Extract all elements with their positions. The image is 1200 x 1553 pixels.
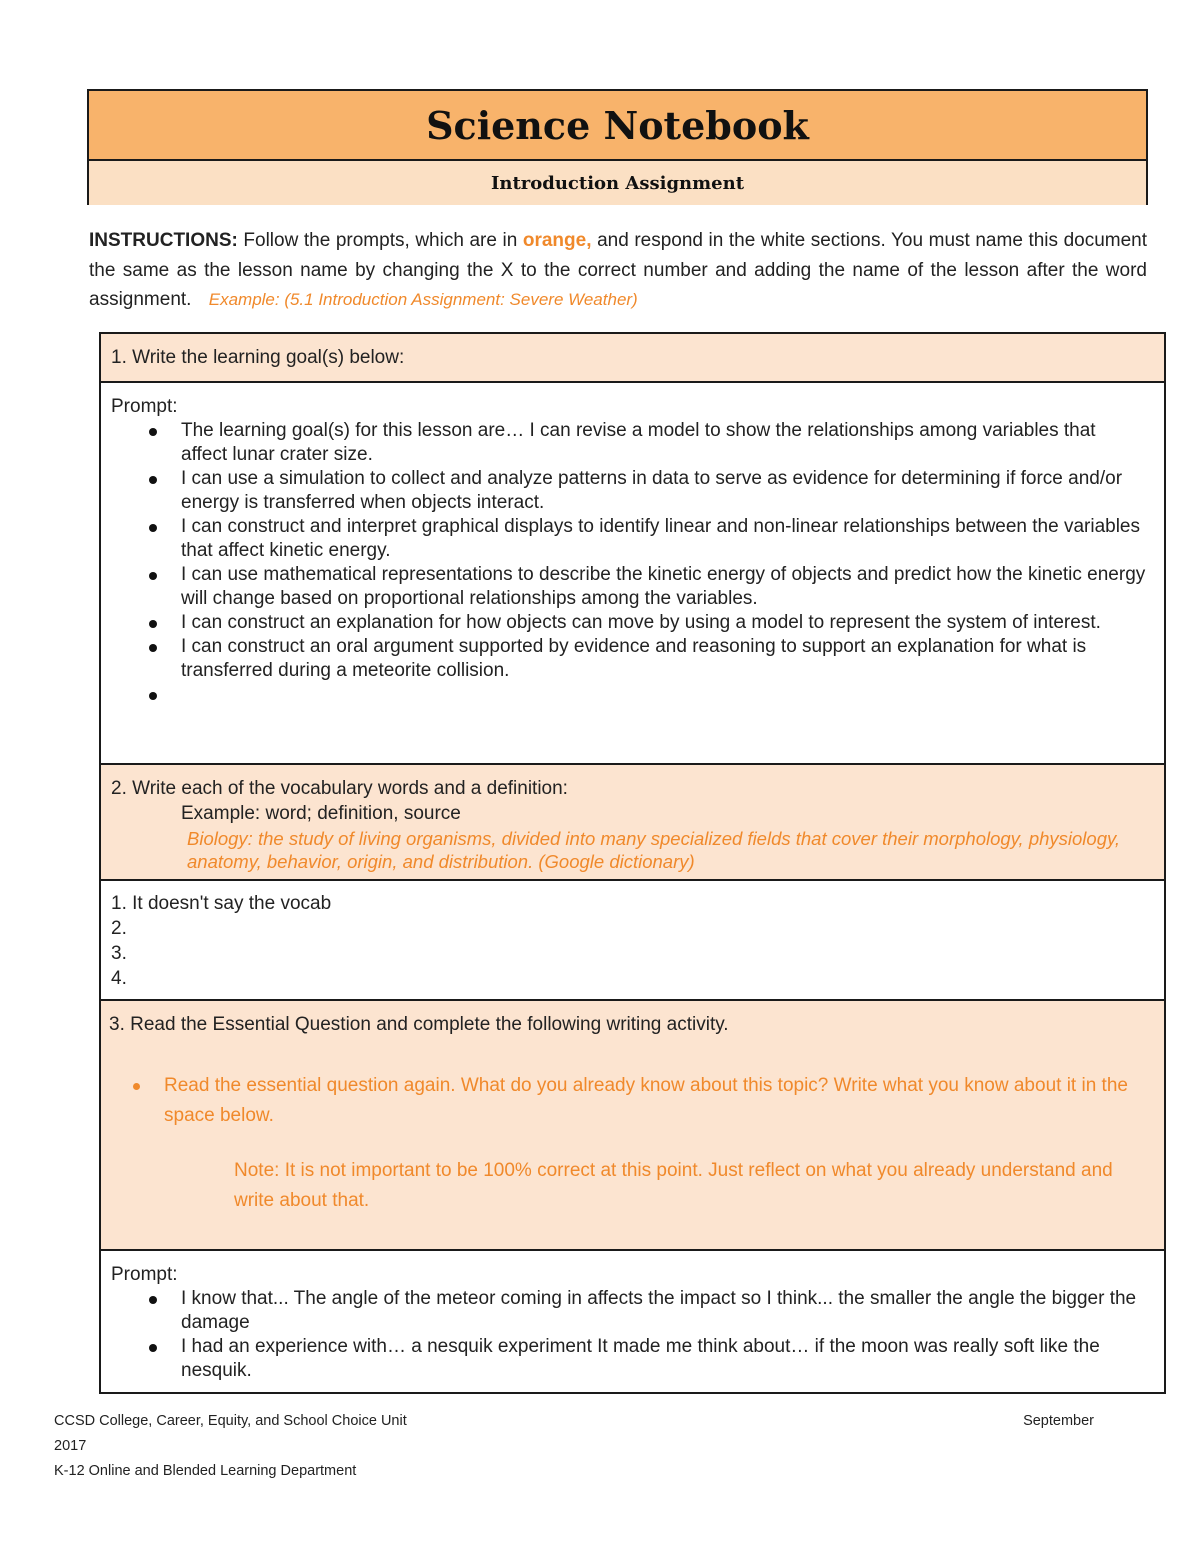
vocab-item: 1. It doesn't say the vocab [111,893,332,914]
section3-answer-row[interactable] [101,1249,1164,1392]
section1-heading: 1. Write the learning goal(s) below: [111,347,405,368]
list-item: I can use mathematical representations to describe the kinetic energy of objects and predict how the kinetic energy will change based on proportional relationships among the variables. [111,563,1146,611]
section2-example-text: Biology: the study of living organisms, divided into many specialized fields that cover their morphology, physiology, anatomy, behavior, origin, and distribution. (Google dictionary) [187,828,1121,872]
footer-unit: CCSD College, Career, Equity, and School Choice Unit [54,1413,407,1429]
section1-prompt-label: Prompt: [111,396,178,417]
header-box [87,89,1148,205]
vocab-list [111,891,1146,991]
instructions-text-after: and respond in the white sections. You must name this document the same as the lesson name by changing the X to the correct number and adding the name of the lesson after the word assignment. [89,230,1148,310]
footer-month: September [1023,1413,1094,1429]
vocab-item: 4. [111,968,127,989]
page-title: Science Notebook [89,91,1146,161]
list-item: I can construct an oral argument supported by evidence and reasoning to support an explanation for what is transferred during a meteorite collision. [111,635,1146,683]
list-item: I can construct an explanation for how objects can move by using a model to represent the system of interest. [111,611,1146,635]
page-subtitle: Introduction Assignment [89,161,1146,205]
section2-answer-row[interactable] [101,879,1164,999]
bullet-icon [149,428,157,436]
instructions-text-before: Follow the prompts, which are in [243,230,518,251]
section3-heading: 3. Read the Essential Question and complete the following writing activity. [109,1014,729,1035]
instructions-orange-word: orange, [522,230,592,251]
bullet-icon [149,1344,157,1352]
section1-heading-row [101,334,1164,381]
footer-year: 2017 [54,1438,87,1454]
bullet-icon [149,644,157,652]
bullet-icon [149,476,157,484]
notebook-table [99,332,1166,1394]
bullet-icon [149,692,157,700]
bullet-icon [149,620,157,628]
bullet-icon [149,1296,157,1304]
section3-note: Note: It is not important to be 100% correct at this point. Just reflect on what you already understand and write about that. [234,1160,1113,1211]
section1-answer-row[interactable] [101,381,1164,763]
list-item-empty[interactable] [111,683,1146,707]
list-item: I had an experience with… a nesquik experiment It made me think about… if the moon was really soft like the nesquik. [111,1335,1146,1383]
section3-heading-row [101,999,1164,1249]
bullet-icon [133,1083,140,1090]
vocab-item: 2. [111,918,127,939]
footer-department: K-12 Online and Blended Learning Department [54,1463,357,1479]
instructions-label: INSTRUCTIONS: [89,230,238,251]
list-item: I can construct and interpret graphical displays to identify linear and non-linear relationships between the variables that affect kinetic energy. [111,515,1146,563]
section3-prompt-label: Prompt: [111,1264,178,1285]
section2-heading-row [101,763,1164,879]
list-item: The learning goal(s) for this lesson are… I can revise a model to show the relationships among variables that affect lunar crater size. [111,419,1146,467]
section2-heading: 2. Write each of the vocabulary words and a definition: [111,778,568,799]
list-item: I know that... The angle of the meteor coming in affects the impact so I think... the smaller the angle the bigger the damage [111,1287,1146,1335]
list-item: I can use a simulation to collect and analyze patterns in data to serve as evidence for determining if force and/or energy is transferred when objects interact. [111,467,1146,515]
section2-example-label: Example: word; definition, source [181,803,461,824]
prior-knowledge-list [111,1287,1146,1383]
bullet-icon [149,572,157,580]
footer [54,1409,1094,1484]
vocab-item: 3. [111,943,127,964]
instructions-example: Example: (5.1 Introduction Assignment: Severe Weather) [208,290,638,309]
bullet-icon [149,524,157,532]
learning-goals-list [111,419,1146,707]
section3-bullet: Read the essential question again. What do you already know about this topic? Write what you know about it in the space below. [109,1071,1146,1131]
instructions [89,226,1147,315]
